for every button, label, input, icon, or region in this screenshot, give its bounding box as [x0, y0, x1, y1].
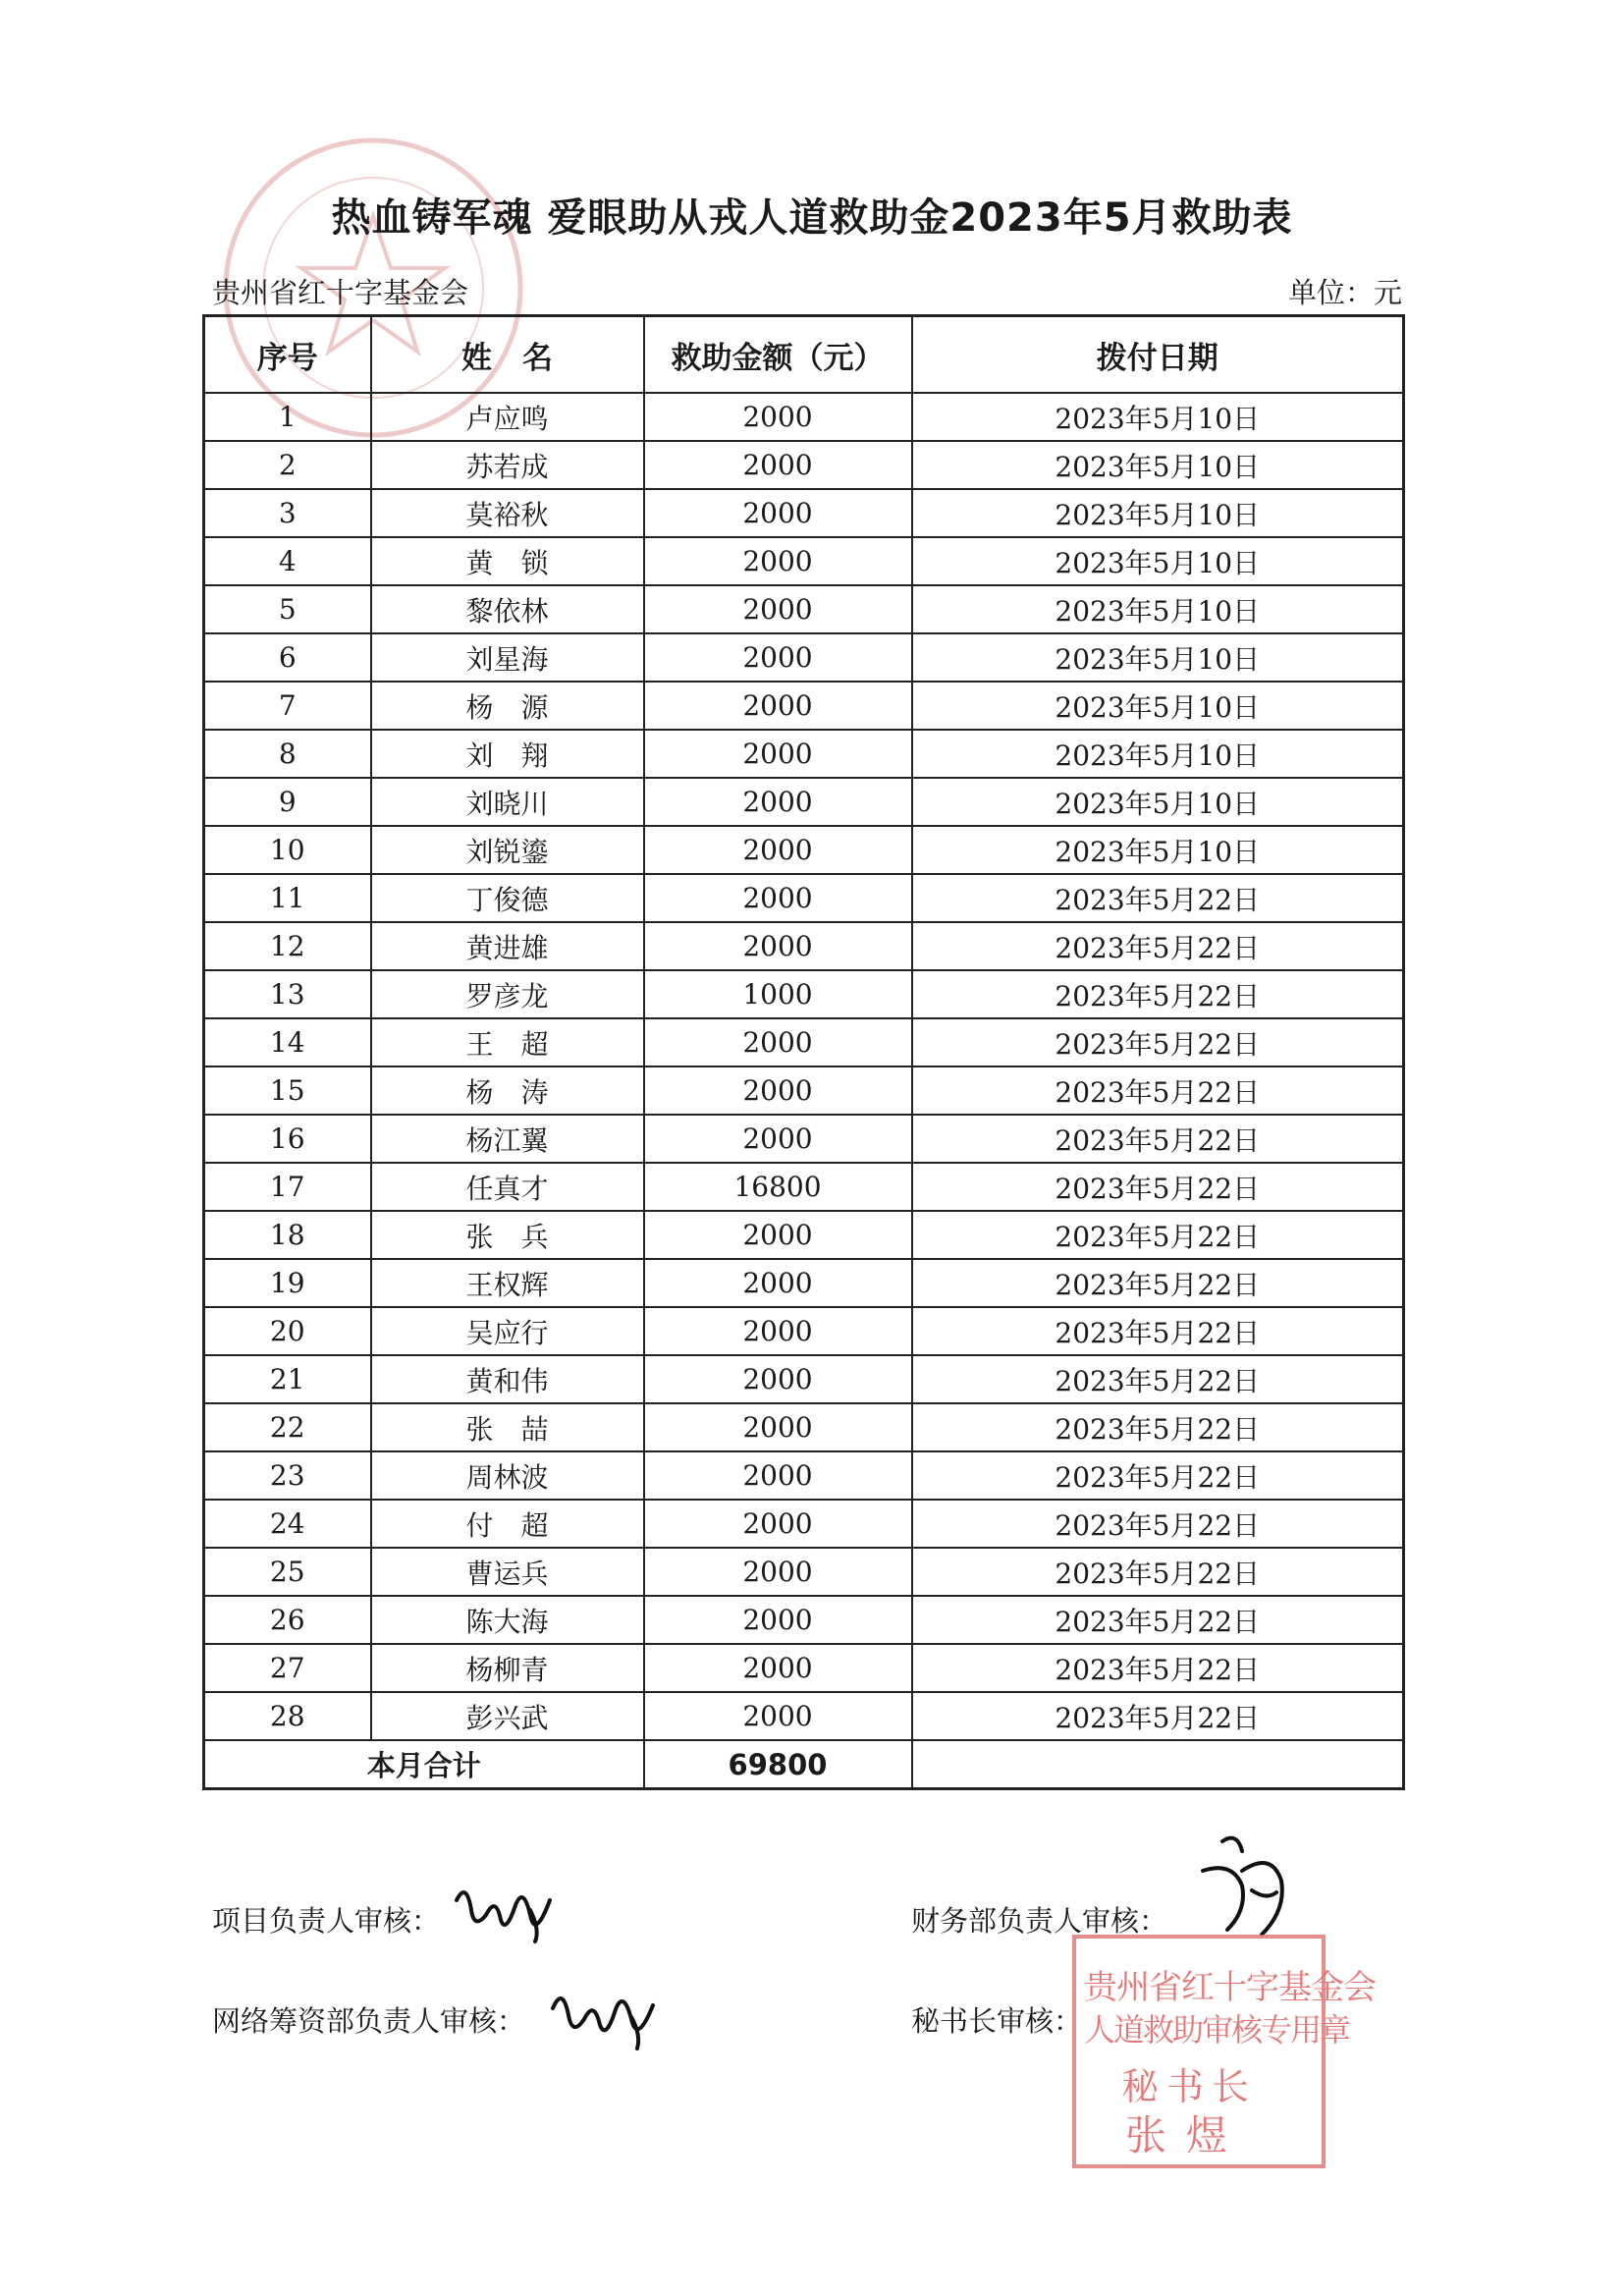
table-row	[204, 1403, 1404, 1451]
table-row	[204, 393, 1404, 441]
row-date: 2023年5月10日	[912, 393, 1404, 441]
row-date: 2023年5月22日	[912, 1596, 1404, 1644]
table-row	[204, 1644, 1404, 1692]
row-amount: 16800	[644, 1163, 912, 1211]
table-row	[204, 730, 1404, 778]
table-row	[204, 970, 1404, 1018]
row-name: 曹运兵	[371, 1548, 644, 1596]
row-index: 5	[204, 585, 371, 633]
row-name: 杨 涛	[371, 1066, 644, 1115]
row-date: 2023年5月22日	[912, 1066, 1404, 1115]
row-date: 2023年5月10日	[912, 489, 1404, 537]
table-row	[204, 1259, 1404, 1307]
table-row	[204, 1692, 1404, 1740]
row-date: 2023年5月22日	[912, 1692, 1404, 1740]
row-amount: 2000	[644, 1066, 912, 1115]
row-amount: 2000	[644, 1692, 912, 1740]
row-amount: 2000	[644, 1548, 912, 1596]
organization-name: 贵州省红十字基金会	[212, 276, 469, 309]
seal-line-1: 贵州省红十字基金会	[1084, 1968, 1376, 2007]
row-name: 黄和伟	[371, 1355, 644, 1403]
table-row	[204, 1211, 1404, 1259]
approval-secretary-general: 秘书长审核：	[911, 2004, 1083, 2038]
total-amount: 69800	[644, 1740, 912, 1789]
row-amount: 2000	[644, 1018, 912, 1066]
row-amount: 2000	[644, 682, 912, 730]
header-name: 姓 名	[371, 316, 644, 394]
row-date: 2023年5月22日	[912, 1644, 1404, 1692]
row-index: 21	[204, 1355, 371, 1403]
row-index: 3	[204, 489, 371, 537]
table-row	[204, 778, 1404, 826]
seal-line-3: 秘书长	[1121, 2065, 1258, 2108]
row-date: 2023年5月22日	[912, 1355, 1404, 1403]
table-row	[204, 537, 1404, 585]
row-name: 刘 翔	[371, 730, 644, 778]
header-amount: 救助金额（元）	[644, 316, 912, 394]
row-date: 2023年5月22日	[912, 1163, 1404, 1211]
row-date: 2023年5月22日	[912, 1211, 1404, 1259]
row-index: 12	[204, 922, 371, 970]
row-date: 2023年5月22日	[912, 1307, 1404, 1355]
table-row	[204, 922, 1404, 970]
row-amount: 2000	[644, 1211, 912, 1259]
table-row	[204, 585, 1404, 633]
row-amount: 2000	[644, 778, 912, 826]
row-index: 9	[204, 778, 371, 826]
row-date: 2023年5月22日	[912, 1548, 1404, 1596]
signature-fundraising-lead	[545, 1974, 663, 2052]
row-index: 6	[204, 633, 371, 682]
row-amount: 1000	[644, 970, 912, 1018]
row-index: 19	[204, 1259, 371, 1307]
row-amount: 2000	[644, 585, 912, 633]
row-index: 26	[204, 1596, 371, 1644]
row-date: 2023年5月22日	[912, 1500, 1404, 1548]
row-amount: 2000	[644, 730, 912, 778]
total-label: 本月合计	[204, 1740, 644, 1789]
table-row	[204, 1548, 1404, 1596]
aid-table	[202, 314, 1405, 1790]
row-index: 14	[204, 1018, 371, 1066]
row-index: 2	[204, 441, 371, 489]
row-index: 10	[204, 826, 371, 874]
row-name: 黄 锁	[371, 537, 644, 585]
row-amount: 2000	[644, 489, 912, 537]
row-name: 黄进雄	[371, 922, 644, 970]
row-amount: 2000	[644, 874, 912, 922]
table-row	[204, 1066, 1404, 1115]
table-row	[204, 1307, 1404, 1355]
row-date: 2023年5月22日	[912, 1451, 1404, 1500]
row-date: 2023年5月22日	[912, 1018, 1404, 1066]
row-name: 张 喆	[371, 1403, 644, 1451]
row-index: 15	[204, 1066, 371, 1115]
row-index: 1	[204, 393, 371, 441]
row-index: 22	[204, 1403, 371, 1451]
table-row	[204, 1163, 1404, 1211]
row-index: 13	[204, 970, 371, 1018]
row-date: 2023年5月22日	[912, 874, 1404, 922]
header-date: 拨付日期	[912, 316, 1404, 394]
row-amount: 2000	[644, 922, 912, 970]
table-row	[204, 874, 1404, 922]
table-row	[204, 1355, 1404, 1403]
row-amount: 2000	[644, 393, 912, 441]
row-index: 20	[204, 1307, 371, 1355]
row-index: 8	[204, 730, 371, 778]
seal-line-4: 张煜	[1125, 2111, 1248, 2159]
table-row	[204, 826, 1404, 874]
row-amount: 2000	[644, 537, 912, 585]
row-name: 张 兵	[371, 1211, 644, 1259]
total-row	[204, 1740, 1404, 1789]
row-index: 17	[204, 1163, 371, 1211]
row-amount: 2000	[644, 1307, 912, 1355]
table-row	[204, 633, 1404, 682]
row-name: 卢应鸣	[371, 393, 644, 441]
row-amount: 2000	[644, 826, 912, 874]
table-row	[204, 1596, 1404, 1644]
row-index: 27	[204, 1644, 371, 1692]
signature-finance-lead	[1183, 1831, 1301, 1944]
row-amount: 2000	[644, 1451, 912, 1500]
row-index: 7	[204, 682, 371, 730]
row-name: 周林波	[371, 1451, 644, 1500]
table-row	[204, 1018, 1404, 1066]
row-name: 王 超	[371, 1018, 644, 1066]
row-name: 彭兴武	[371, 1692, 644, 1740]
row-name: 刘星海	[371, 633, 644, 682]
row-index: 28	[204, 1692, 371, 1740]
table-row	[204, 441, 1404, 489]
total-date	[912, 1740, 1404, 1789]
row-amount: 2000	[644, 1500, 912, 1548]
row-name: 杨江翼	[371, 1115, 644, 1163]
row-name: 杨柳青	[371, 1644, 644, 1692]
row-amount: 2000	[644, 441, 912, 489]
row-amount: 2000	[644, 1403, 912, 1451]
row-amount: 2000	[644, 1259, 912, 1307]
approval-finance-lead: 财务部负责人审核：	[911, 1904, 1168, 1938]
row-name: 刘锐鎏	[371, 826, 644, 874]
row-name: 莫裕秋	[371, 489, 644, 537]
row-date: 2023年5月10日	[912, 537, 1404, 585]
row-index: 11	[204, 874, 371, 922]
row-date: 2023年5月10日	[912, 682, 1404, 730]
unit-label: 单位：元	[1287, 276, 1402, 309]
row-name: 王权辉	[371, 1259, 644, 1307]
row-name: 罗彦龙	[371, 970, 644, 1018]
row-amount: 2000	[644, 1355, 912, 1403]
table-header-row	[204, 316, 1404, 394]
row-name: 杨 源	[371, 682, 644, 730]
row-index: 16	[204, 1115, 371, 1163]
signature-project-lead	[447, 1871, 565, 1944]
row-date: 2023年5月10日	[912, 826, 1404, 874]
row-date: 2023年5月22日	[912, 922, 1404, 970]
row-date: 2023年5月10日	[912, 633, 1404, 682]
row-date: 2023年5月22日	[912, 1259, 1404, 1307]
row-index: 23	[204, 1451, 371, 1500]
row-date: 2023年5月10日	[912, 730, 1404, 778]
approval-project-lead: 项目负责人审核：	[212, 1904, 441, 1938]
header-index: 序号	[204, 316, 371, 394]
row-name: 黎依林	[371, 585, 644, 633]
table-row	[204, 1500, 1404, 1548]
row-date: 2023年5月10日	[912, 778, 1404, 826]
table-row	[204, 489, 1404, 537]
row-index: 25	[204, 1548, 371, 1596]
seal-line-2: 人道救助审核专用章	[1084, 2011, 1350, 2049]
row-index: 24	[204, 1500, 371, 1548]
row-amount: 2000	[644, 1644, 912, 1692]
table-row	[204, 1115, 1404, 1163]
official-seal	[1072, 1935, 1376, 2168]
row-amount: 2000	[644, 1115, 912, 1163]
row-amount: 2000	[644, 1596, 912, 1644]
row-name: 付 超	[371, 1500, 644, 1548]
row-date: 2023年5月10日	[912, 585, 1404, 633]
row-date: 2023年5月22日	[912, 1403, 1404, 1451]
row-date: 2023年5月22日	[912, 970, 1404, 1018]
row-date: 2023年5月22日	[912, 1115, 1404, 1163]
row-name: 吴应行	[371, 1307, 644, 1355]
row-name: 苏若成	[371, 441, 644, 489]
page-title: 热血铸军魂 爱眼助从戎人道救助金2023年5月救助表	[331, 195, 1293, 241]
row-name: 丁俊德	[371, 874, 644, 922]
row-name: 任真才	[371, 1163, 644, 1211]
row-name: 刘晓川	[371, 778, 644, 826]
row-date: 2023年5月10日	[912, 441, 1404, 489]
table-row	[204, 1451, 1404, 1500]
row-amount: 2000	[644, 633, 912, 682]
row-index: 4	[204, 537, 371, 585]
row-index: 18	[204, 1211, 371, 1259]
row-name: 陈大海	[371, 1596, 644, 1644]
table-row	[204, 682, 1404, 730]
approval-fundraising-lead: 网络筹资部负责人审核：	[212, 2004, 526, 2038]
